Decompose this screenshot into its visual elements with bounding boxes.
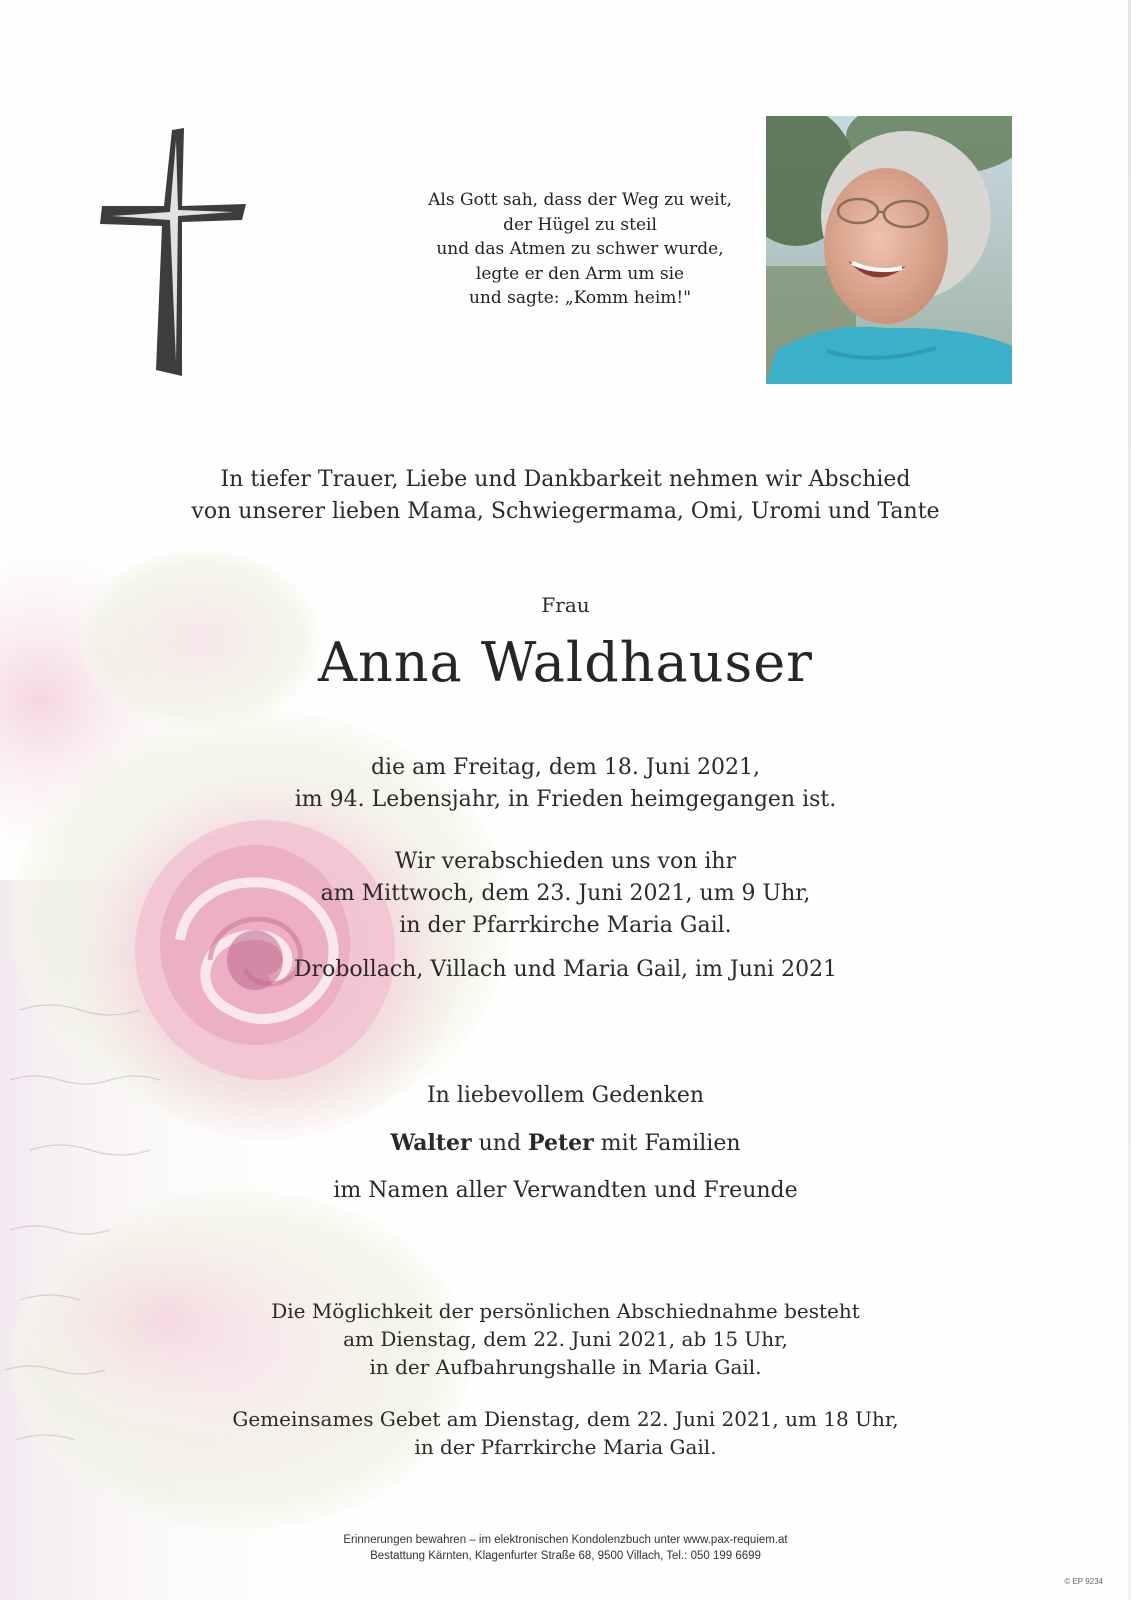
intro-line-1: In tiefer Trauer, Liebe und Dankbarkeit nehmen wir Abschied bbox=[220, 467, 911, 492]
intro-text bbox=[0, 464, 1131, 528]
memory-text: In liebevollem Gedenken bbox=[426, 1083, 705, 1108]
poem-line-1: Als Gott sah, dass der Weg zu weit, bbox=[428, 190, 732, 210]
footer bbox=[0, 1532, 1131, 1564]
cross-icon bbox=[96, 126, 252, 382]
poem bbox=[360, 188, 800, 311]
poem-line-5: und sagte: „Komm heim!" bbox=[468, 288, 692, 308]
mourner-rest: mit Familien bbox=[593, 1131, 741, 1156]
death-notice bbox=[0, 752, 1131, 816]
farewell-line-2: am Mittwoch, dem 23. Juni 2021, um 9 Uhr, bbox=[320, 881, 811, 906]
poem-line-3: und das Atmen zu schwer wurde, bbox=[436, 239, 724, 259]
relatives-text: im Namen aller Verwandten und Freunde bbox=[333, 1178, 798, 1203]
footer-line-2: Bestattung Kärnten, Klagenfurter Straße 68, 9500 Villach, Tel.: 050 199 6699 bbox=[370, 1550, 761, 1562]
mourners bbox=[0, 1127, 1131, 1160]
prayer-notice bbox=[0, 1405, 1131, 1461]
viewing-line-2: am Dienstag, dem 22. Juni 2021, ab 15 Uhr, bbox=[343, 1327, 788, 1351]
mourner-connector: und bbox=[471, 1131, 529, 1156]
viewing-line-3: in der Aufbahrungshalle in Maria Gail. bbox=[369, 1355, 762, 1379]
intro-line-2: von unserer lieben Mama, Schwiegermama, Omi, Uromi und Tante bbox=[191, 499, 940, 524]
mourners-line bbox=[0, 1127, 1131, 1160]
poem-line-2: der Hügel zu steil bbox=[503, 214, 657, 235]
death-line-2: im 94. Lebensjahr, in Frieden heimgegangen ist. bbox=[294, 787, 837, 812]
viewing-line-1: Die Möglichkeit der persönlichen Abschiednahme besteht bbox=[271, 1299, 860, 1323]
portrait-photo bbox=[766, 116, 1012, 384]
place-date: Drobollach, Villach und Maria Gail, im Juni 2021 bbox=[293, 957, 838, 982]
mourner-name-1: Walter bbox=[390, 1130, 472, 1156]
farewell-line-1: Wir verabschieden uns von ihr bbox=[394, 849, 737, 874]
death-line-1: die am Freitag, dem 18. Juni 2021, bbox=[370, 755, 761, 780]
deceased-name: Anna Waldhauser bbox=[318, 631, 813, 694]
footer-line-1: Erinnerungen bewahren – im elektronischen Kondolenzbuch unter www.pax-requiem.at bbox=[343, 1534, 788, 1546]
prayer-line-2: in der Pfarrkirche Maria Gail. bbox=[414, 1435, 717, 1459]
farewell-notice bbox=[0, 846, 1131, 942]
poem-line-4: legte er den Arm um sie bbox=[475, 263, 685, 284]
print-code: © EP 9234 bbox=[1064, 1577, 1103, 1586]
viewing-notice bbox=[0, 1297, 1131, 1381]
salutation: Frau bbox=[541, 593, 590, 617]
prayer-line-1: Gemeinsames Gebet am Dienstag, dem 22. Juni 2021, um 18 Uhr, bbox=[232, 1407, 899, 1431]
farewell-line-3: in der Pfarrkirche Maria Gail. bbox=[399, 913, 732, 938]
mourner-name-2: Peter bbox=[528, 1130, 594, 1156]
